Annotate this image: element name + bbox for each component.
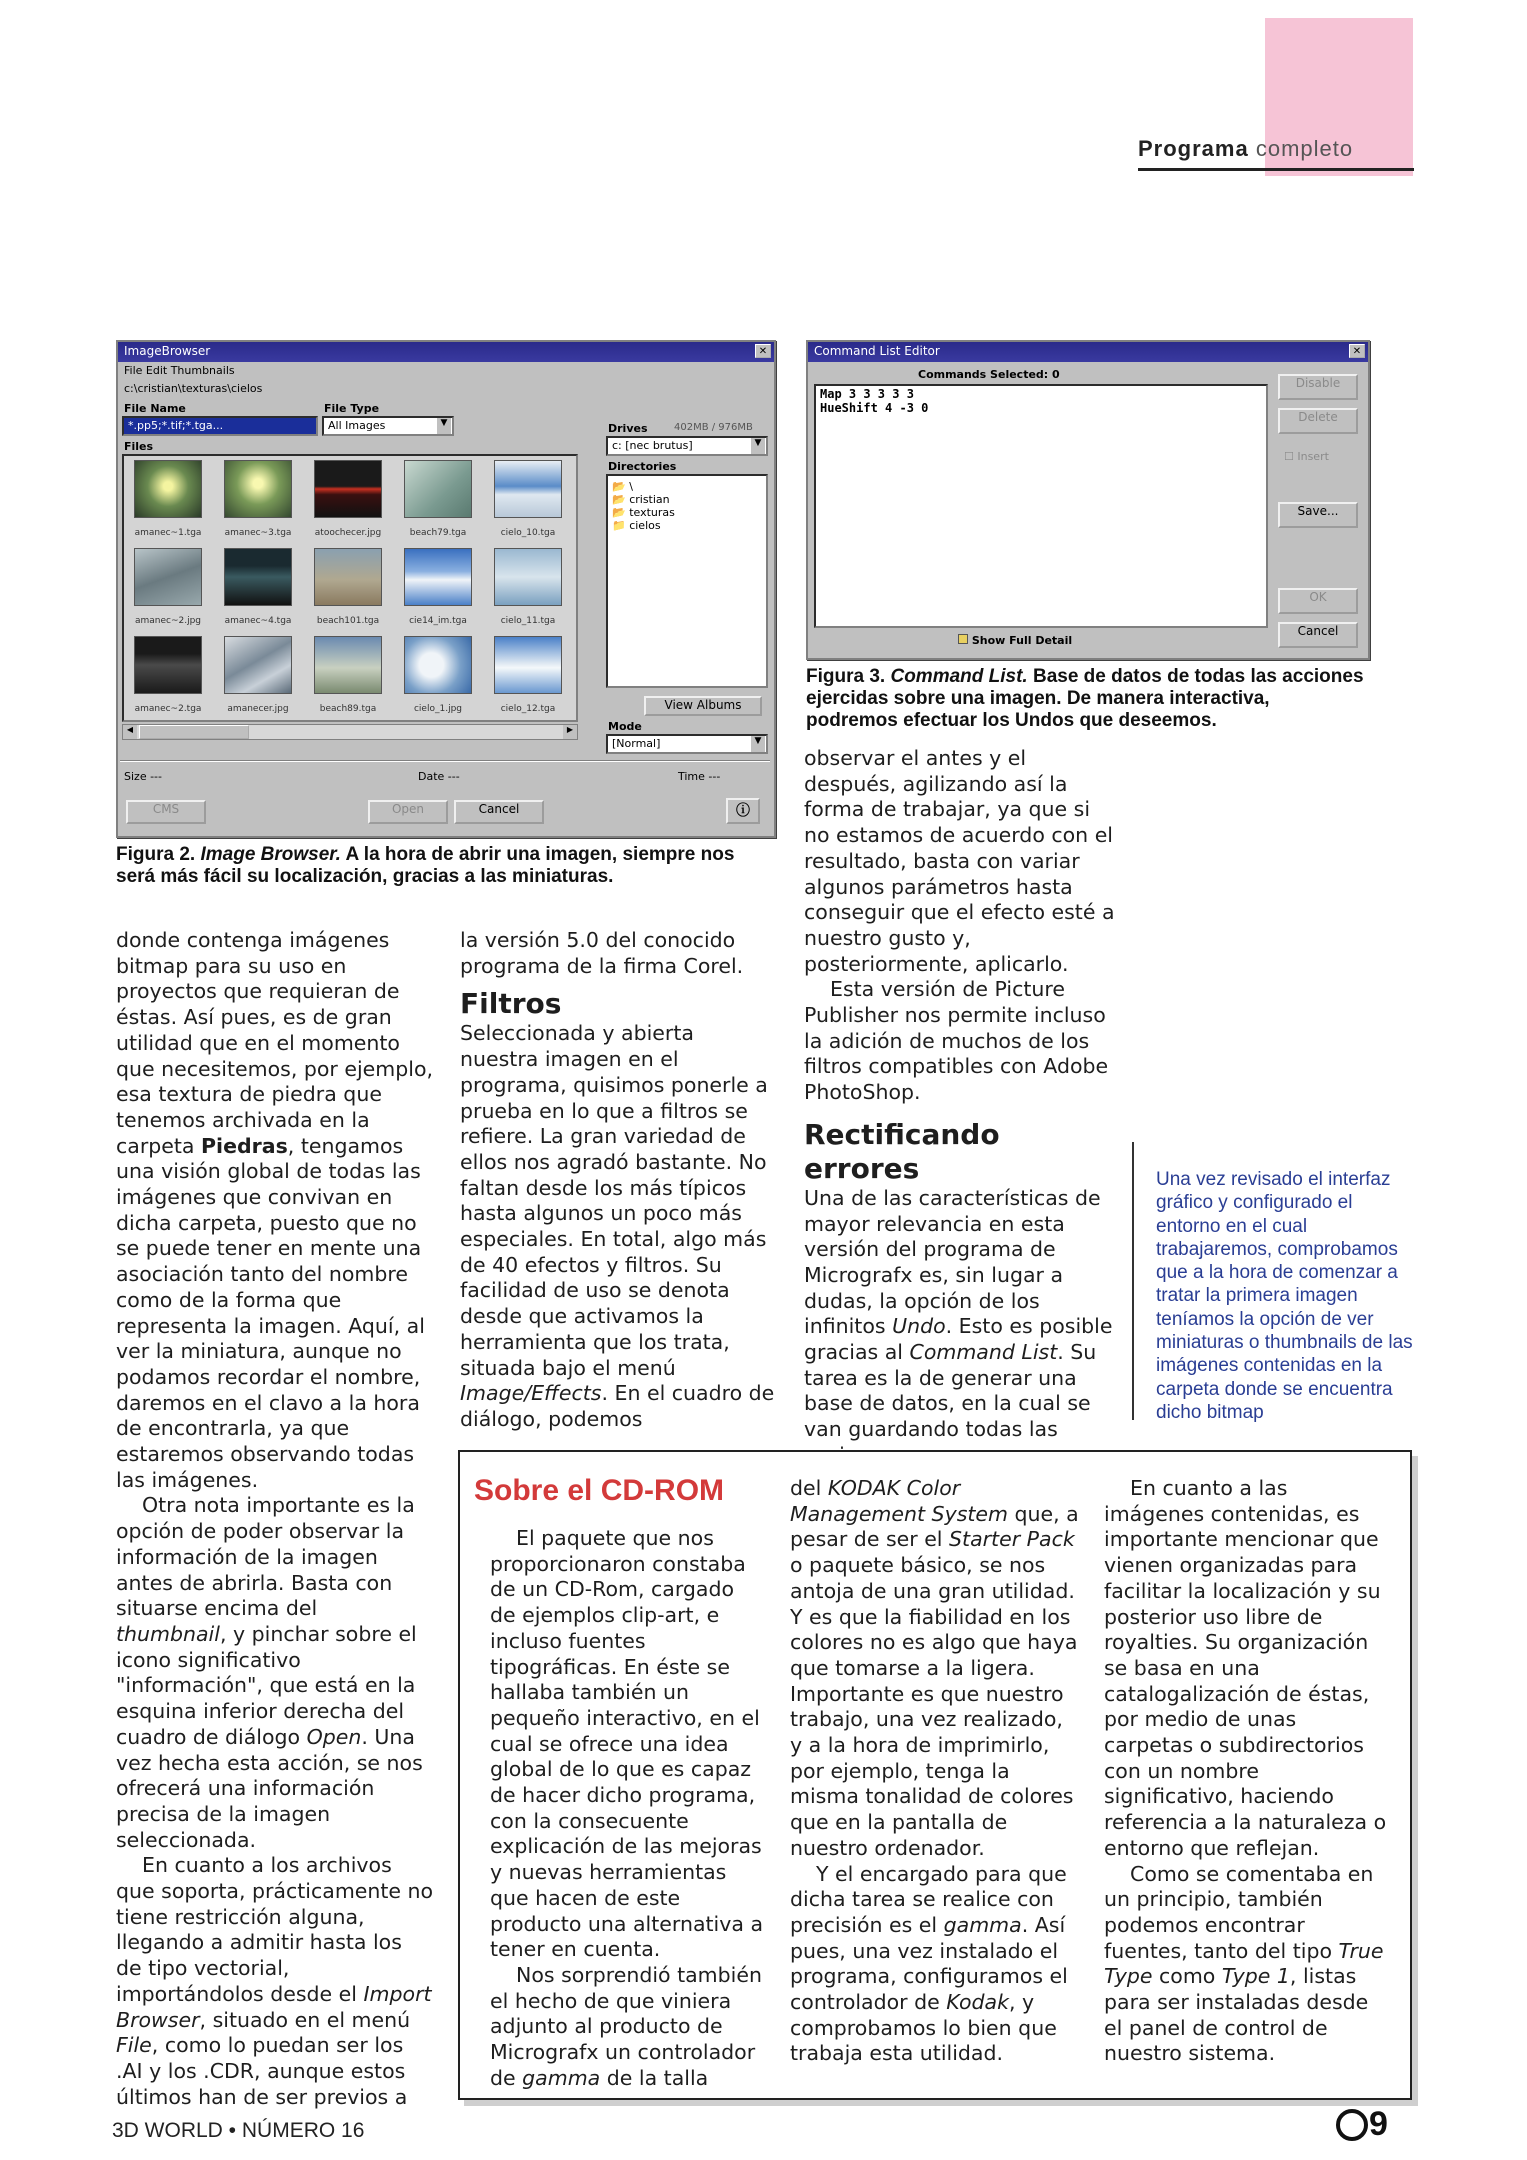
text-run: , situado en el menú <box>199 2007 411 2032</box>
thumbnail-image <box>404 460 472 518</box>
cdrom-box-title: Sobre el CD-ROM <box>474 1474 725 1507</box>
text-run-italic: thumbnail <box>116 1621 220 1646</box>
thumbnail-image <box>224 636 292 694</box>
paragraph: la versión 5.0 del conocido programa de la firma Corel. <box>460 928 744 978</box>
command-list-titlebar <box>808 342 1368 362</box>
text-run: En cuanto a los archivos que soporta, prácticamente no tiene restricción alguna, llegando a admitir hasta los de tipo vectorial, importándolos desde el <box>116 1853 434 2006</box>
file-type-value: All Images <box>328 419 386 432</box>
text-run: como <box>1152 1964 1222 1989</box>
time-info: Time --- <box>678 770 721 783</box>
directory-name: cristian <box>629 493 670 506</box>
paragraph <box>790 1476 1080 1862</box>
text-run-italic: KODAK Color Management System <box>790 1476 1009 1526</box>
command-list-editor-window <box>806 340 1370 660</box>
text-run-italic: Type 1 <box>1221 1964 1290 1989</box>
thumbnail[interactable] <box>124 456 212 542</box>
section-label-bold: Programa <box>1138 136 1249 161</box>
text-run: , y pinchar sobre el icono significativo "información", que está en la esquina inferior derecha del cuadro de diálogo <box>116 1621 417 1749</box>
horizontal-scrollbar[interactable] <box>122 724 578 740</box>
current-path: c:\cristian\texturas\cielos <box>124 382 263 395</box>
thumbnail[interactable] <box>214 456 302 542</box>
drive-value: c: [nec brutus] <box>612 439 693 452</box>
close-icon[interactable]: ✕ <box>1349 344 1365 358</box>
delete-button[interactable]: Delete <box>1278 408 1358 434</box>
chevron-down-icon[interactable]: ▼ <box>437 418 451 434</box>
figure2-caption-text: A la hora de abrir una imagen, siempre nos será más fácil su localización, gracias a las miniaturas. <box>116 844 735 887</box>
section-label-light: completo <box>1255 136 1354 161</box>
cdrom-column-2 <box>790 1476 1080 2067</box>
thumbnail-caption: amanec~2.tga <box>134 704 202 714</box>
text-run-italic: gamma <box>522 2065 601 2090</box>
text-run-italic: Image/Effects <box>460 1381 602 1406</box>
size-info: Size --- <box>124 770 162 783</box>
text-run: , como lo puedan ser los .AI y los .CDR, aunque estos últimos han de ser previos a <box>116 2033 408 2109</box>
directory-name: texturas <box>629 506 675 519</box>
text-run: Una de las características de mayor relevancia en esta versión del programa de Micrografx es, sin lugar a dudas, la opción de los infinitos <box>804 1185 1101 1339</box>
paragraph <box>804 1186 1122 1469</box>
file-type-select[interactable] <box>322 416 454 436</box>
thumbnail-caption: beach79.tga <box>409 528 467 538</box>
thumbnail-image <box>404 548 472 606</box>
thumbnail[interactable] <box>304 456 392 542</box>
magazine-footer: 3D WORLD • NÚMERO 16 <box>112 2119 365 2142</box>
thumbnail-image <box>134 460 202 518</box>
status-divider <box>120 760 770 762</box>
chevron-down-icon[interactable]: ▼ <box>751 438 765 454</box>
text-run-italic: Command List <box>909 1340 1058 1365</box>
text-run: . Una vez hecha esta acción, se nos ofrecerá una información precisa de la imagen seleccionada. <box>116 1724 423 1852</box>
ok-button[interactable]: OK <box>1278 588 1358 614</box>
text-run-italic: File <box>116 2033 152 2058</box>
thumbnail[interactable] <box>484 456 572 542</box>
thumbnail-caption: cielo_12.tga <box>500 704 556 714</box>
text-run: que, a pesar de ser el <box>790 1501 1079 1552</box>
directory-item[interactable]: 📁 cielos <box>612 519 661 532</box>
text-run: . Su tarea es la de generar una base de datos, en la cual se van guardando todas las <box>804 1340 1097 1442</box>
paragraph: Esta versión de Picture Publisher nos permite incluso la adición de muchos de los filtros compatibles con Adobe PhotoShop. <box>804 977 1109 1105</box>
text-run: , listas para ser instaladas desde el panel de control de nuestro sistema. <box>1104 1964 1369 2066</box>
drive-select[interactable] <box>606 436 768 456</box>
thumbnail-caption: amanecer.jpg <box>227 704 289 714</box>
text-run: donde contenga imágenes bitmap para su uso en proyectos que requieran de éstas. Así pues, es de gran utilidad que en el momento que necesitemos, por ejemplo, esa textura de piedra que tenemos archivada en la carpeta <box>116 928 434 1158</box>
drive-space: 402MB / 976MB <box>674 422 753 433</box>
thumbnail[interactable] <box>394 632 482 718</box>
thumbnail-grid <box>122 454 578 722</box>
text-run-italic: True Type <box>1104 1938 1384 1989</box>
show-full-detail-label: Show Full Detail <box>971 634 1073 647</box>
text-run-italic: Open <box>306 1724 362 1749</box>
thumbnail-caption: cielo_10.tga <box>500 528 556 538</box>
sidenote: Una vez revisado el interfaz gráfico y configurado el entorno en el cual trabajaremos, comprobamos que a la hora de comenzar a tratar la primera imagen teníamos la opción de ver miniaturas o thumbnails de las imágenes contenidas en la carpeta donde se encuentra dicho bitmap <box>1156 1169 1413 1423</box>
paragraph: En cuanto a las imágenes contenidas, es importante mencionar que vienen organizadas para facilitar la localización y su posterior uso libre de royalties. Su organización se basa en una catalogalización de éstas, por medio de unas carpetas o subdirectorios con un nombre significativo, haciendo referencia a la naturaleza o entorno que reflejan. <box>1104 1476 1387 1860</box>
thumbnail[interactable] <box>484 632 572 718</box>
commands-selected-label: Commands Selected: 0 <box>918 368 1060 381</box>
sidenote-rule <box>1132 1142 1134 1420</box>
directory-list[interactable] <box>606 474 768 688</box>
thumbnail-caption: amanec~3.tga <box>224 528 292 538</box>
paragraph: observar el antes y el después, agilizando así la forma de trabajar, ya que si no estamos de acuerdo con el resultado, basta con variar algunos parámetros hasta conseguir que el efecto esté a nuestro gusto y, posteriormente, aplicarlo. <box>804 746 1115 976</box>
thumbnail-image <box>224 460 292 518</box>
thumbnail-caption: amanec~1.tga <box>134 528 202 538</box>
section-heading-rectificando: Rectificando errores <box>804 1117 1000 1185</box>
figure3-caption <box>806 666 1366 732</box>
mode-label: Mode <box>608 720 642 733</box>
thumbnail[interactable] <box>304 632 392 718</box>
text-run-italic: gamma <box>943 1912 1022 1937</box>
image-browser-window <box>116 340 776 838</box>
text-run: Como se comentaba en un principio, también podemos encontrar fuentes, tanto del tipo <box>1104 1861 1374 1963</box>
text-run: . Esto es posible gracias al <box>804 1314 1113 1365</box>
image-browser-menubar[interactable]: File Edit Thumbnails <box>124 364 235 377</box>
drives-label: Drives <box>608 422 648 435</box>
thumbnail[interactable] <box>214 632 302 718</box>
save-button[interactable]: Save... <box>1278 502 1358 528</box>
figure3-caption-title: Command List. <box>890 666 1028 687</box>
file-name-input[interactable]: *.pp5;*.tif;*.tga... <box>122 416 318 436</box>
paragraph <box>116 1493 434 1853</box>
thumbnail-image <box>494 460 562 518</box>
cms-button[interactable]: CMS <box>126 800 206 824</box>
figure2-caption-title: Image Browser. <box>200 844 341 865</box>
thumbnail[interactable] <box>124 632 212 718</box>
article-column-3 <box>804 746 1122 1469</box>
cancel-button[interactable]: Cancel <box>454 800 544 824</box>
text-run: Seleccionada y abierta nuestra imagen en el programa, quisimos ponerle a prueba en lo que a filtros se refiere. La gran variedad de ellos nos agradó bastante. No faltan desde los más típicos hasta algunos un poco más especiales. En total, algo más de 40 efectos y filtros. Su facilidad de uso se denota desde que activamos la herramienta que los trata, situada bajo el menú <box>460 1021 768 1380</box>
thumbnail[interactable] <box>394 456 482 542</box>
paragraph <box>1104 1862 1390 2068</box>
thumbnail-caption: amanec~2.jpg <box>134 616 202 626</box>
text-run: Nos sorprendió también el hecho de que viniera adjunto al producto de Micrografx un controlador de <box>490 1962 762 2090</box>
paragraph <box>490 1963 764 2092</box>
thumbnail-caption: cielo_1.jpg <box>413 704 462 714</box>
thumbnail-caption: cie14_im.tga <box>409 616 467 626</box>
article-column-1 <box>116 928 434 2110</box>
text-run-italic: Import Browser <box>116 1981 432 2032</box>
text-run: , y comprobamos lo bien que trabaja esta utilidad. <box>790 1990 1057 2066</box>
thumbnail[interactable] <box>394 544 482 630</box>
directory-item[interactable]: 📂 \ <box>612 480 633 493</box>
view-albums-button[interactable]: View Albums <box>644 696 762 716</box>
thumbnail-image <box>314 460 382 518</box>
thumbnail-image <box>494 636 562 694</box>
text-run: , tengamos una visión global de todas las imágenes que convivan en dicha carpeta, puesto que no se puede tener en mente una asociación tanto del nombre como de la forma que representa la imagen. Aquí, al ver la miniatura, aunque no podamos recordar el nombre, daremos en el clavo a la hora de encontrarla, ya que estaremos observando todas las imágenes. <box>116 1133 425 1492</box>
text-run-italic: Kodak <box>946 1990 1009 2015</box>
cdrom-column-3 <box>1104 1476 1390 2067</box>
text-run: o paquete básico, se nos antoja de una gran utilidad. Y es que la fiabilidad en los colores no es algo que haya que tomarse a la ligera. Importante es que nuestro trabajo, una vez realizado, y a la hora de imprimirlo, por ejemplo, tenga la misma tonalidad de colores que en la pantalla de nuestro ordenador. <box>790 1553 1078 1860</box>
date-info: Date --- <box>418 770 460 783</box>
directory-name: cielos <box>629 519 661 532</box>
page-number-logo-icon <box>1336 2109 1368 2141</box>
text-run-italic: Starter Pack <box>949 1527 1075 1552</box>
image-browser-titlebar <box>118 342 774 362</box>
thumbnail-caption: beach101.tga <box>316 616 380 626</box>
command-item[interactable]: HueShift 4 -3 0 <box>820 401 929 415</box>
files-label: Files <box>124 440 154 453</box>
cdrom-box <box>458 1450 1412 2100</box>
thumbnail-image <box>134 636 202 694</box>
directories-label: Directories <box>608 460 677 473</box>
image-browser-title: ImageBrowser <box>124 344 211 358</box>
page-number-digit: 9 <box>1369 2105 1388 2143</box>
thumbnail-image <box>494 548 562 606</box>
open-button[interactable]: Open <box>368 800 448 824</box>
text-run: Y el encargado para que dicha tarea se realice con precisión es el <box>790 1861 1067 1937</box>
figure3-caption-text: Base de datos de todas las acciones ejercidas sobre una imagen. De manera interactiva, podremos efectuar los Undos que deseemos. <box>806 666 1364 731</box>
chevron-down-icon[interactable]: ▼ <box>751 736 765 752</box>
paragraph: El paquete que nos proporcionaron constaba de un CD-Rom, cargado de ejemplos clip-art, e incluso fuentes tipográficas. En éste se hallaba también un pequeño interactivo, en el cual se ofrece una idea global de lo que es capaz de hacer dicho programa, con la consecuente explicación de las mejoras y nuevas herramientas que hacen de este producto una alternativa a tener en cuenta. <box>490 1526 764 1962</box>
thumbnail-caption: amanec~4.tga <box>224 616 292 626</box>
file-type-label: File Type <box>324 402 380 415</box>
thumbnail-image <box>404 636 472 694</box>
thumbnail[interactable] <box>124 544 212 630</box>
scroll-left-icon[interactable]: ◀ <box>123 725 137 739</box>
section-heading-filtros: Filtros <box>460 987 562 1021</box>
disable-button[interactable]: Disable <box>1278 374 1358 400</box>
thumbnail-image <box>314 636 382 694</box>
checkbox-icon[interactable] <box>958 634 968 644</box>
close-icon[interactable]: ✕ <box>755 344 771 358</box>
file-name-label: File Name <box>124 402 186 415</box>
directory-item[interactable]: 📂 cristian <box>612 493 670 506</box>
paragraph <box>460 1021 778 1432</box>
command-item[interactable]: Map 3 3 3 3 3 <box>820 387 914 401</box>
paragraph <box>790 1862 1080 2068</box>
insert-checkbox[interactable]: ☐ Insert <box>1284 450 1329 463</box>
text-run-bold: Piedras <box>201 1133 288 1158</box>
header-rule <box>1138 168 1414 171</box>
text-run: del <box>790 1476 828 1500</box>
directory-item[interactable]: 📂 texturas <box>612 506 675 519</box>
thumbnail-image <box>314 548 382 606</box>
information-icon[interactable]: ⓘ <box>726 798 760 824</box>
thumbnail[interactable] <box>484 544 572 630</box>
cdrom-column-1 <box>490 1526 764 2091</box>
thumbnail-image <box>224 548 292 606</box>
paragraph <box>116 1853 434 2110</box>
thumbnail-caption: beach89.tga <box>319 704 377 714</box>
text-run: . En el cuadro de diálogo, podemos <box>460 1381 775 1431</box>
figure3-caption-label: Figura 3. <box>806 666 886 687</box>
figure2-caption-label: Figura 2. <box>116 844 196 865</box>
command-list[interactable] <box>814 384 1268 628</box>
text-run: . Así pues, una vez instalado el programa, configuramos el controlador de <box>790 1912 1068 2015</box>
text-run-italic: Undo <box>892 1314 946 1339</box>
thumbnail[interactable] <box>214 544 302 630</box>
mode-value: [Normal] <box>612 737 661 750</box>
page-number <box>1336 2105 1388 2144</box>
command-list-title: Command List Editor <box>814 344 940 358</box>
cancel-button[interactable]: Cancel <box>1278 622 1358 648</box>
article-column-2 <box>460 928 778 1433</box>
thumbnail-caption: cielo_11.tga <box>500 616 556 626</box>
show-full-detail-checkbox[interactable] <box>958 634 1072 647</box>
thumbnail[interactable] <box>304 544 392 630</box>
figure2-caption <box>116 844 756 888</box>
text-run: de la talla <box>600 2065 709 2090</box>
directory-name: \ <box>629 480 633 493</box>
mode-select[interactable] <box>606 734 768 754</box>
text-run: Otra nota importante es la opción de poder observar la información de la imagen antes de abrirla. Basta con situarse encima del <box>116 1493 415 1621</box>
scroll-right-icon[interactable]: ▶ <box>563 725 577 739</box>
thumbnail-image <box>134 548 202 606</box>
section-label <box>1138 136 1353 162</box>
paragraph <box>116 928 434 1493</box>
scrollbar-thumb[interactable] <box>139 725 249 739</box>
insert-label: Insert <box>1297 450 1329 463</box>
thumbnail-caption: atoochecer.jpg <box>314 528 382 538</box>
